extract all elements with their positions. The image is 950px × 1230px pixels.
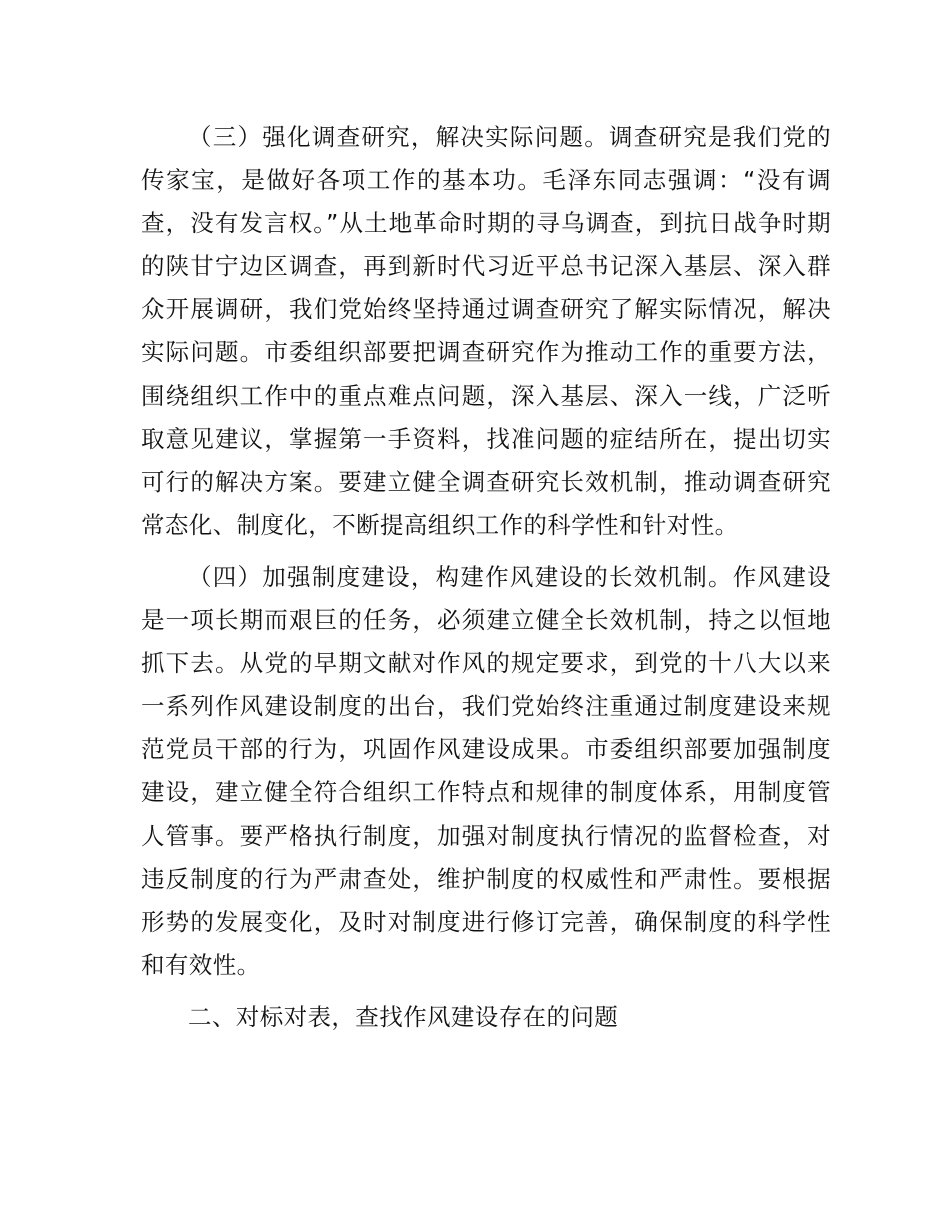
document-body <box>141 116 831 1039</box>
section-heading: 二、对标对表，查找作风建设存在的问题 <box>188 1002 619 1031</box>
paragraph-strengthen-research: （三）强化调查研究，解决实际问题。调查研究是我们党的传家宝，是做好各项工作的基本功。毛泽东同志强调：“没有调查，没有发言权。”从土地革命时期的寻乌调查，到抗日战争时期的陕甘宁边区调查，再到新时代习近平总书记深入基层、深入群众开展调研，我们党始终坚持通过调查研究了解实际情况，解决实际问题。市委组织部要把调查研究作为推动工作的重要方法，围绕组织工作中的重点难点问题，深入基层、深入一线，广泛听取意见建议，掌握第一手资料，找准问题的症结所在，提出切实可行的解决方案。要建立健全调查研究长效机制，推动调查研究常态化、制度化，不断提高组织工作的科学性和针对性。 <box>141 123 831 539</box>
paragraph-institution-building: （四）加强制度建设，构建作风建设的长效机制。作风建设是一项长期而艰巨的任务，必须建立健全长效机制，持之以恒地抓下去。从党的早期文献对作风的规定要求，到党的十八大以来一系列作风建设制度的出台，我们党始终注重通过制度建设来规范党员干部的行为，巩固作风建设成果。市委组织部要加强制度建设，建立健全符合组织工作特点和规律的制度体系，用制度管人管事。要严格执行制度，加强对制度执行情况的监督检查，对违反制度的行为严肃查处，维护制度的权威性和严肃性。要根据形势的发展变化，及时对制度进行修订完善，确保制度的科学性和有效性。 <box>141 562 831 979</box>
